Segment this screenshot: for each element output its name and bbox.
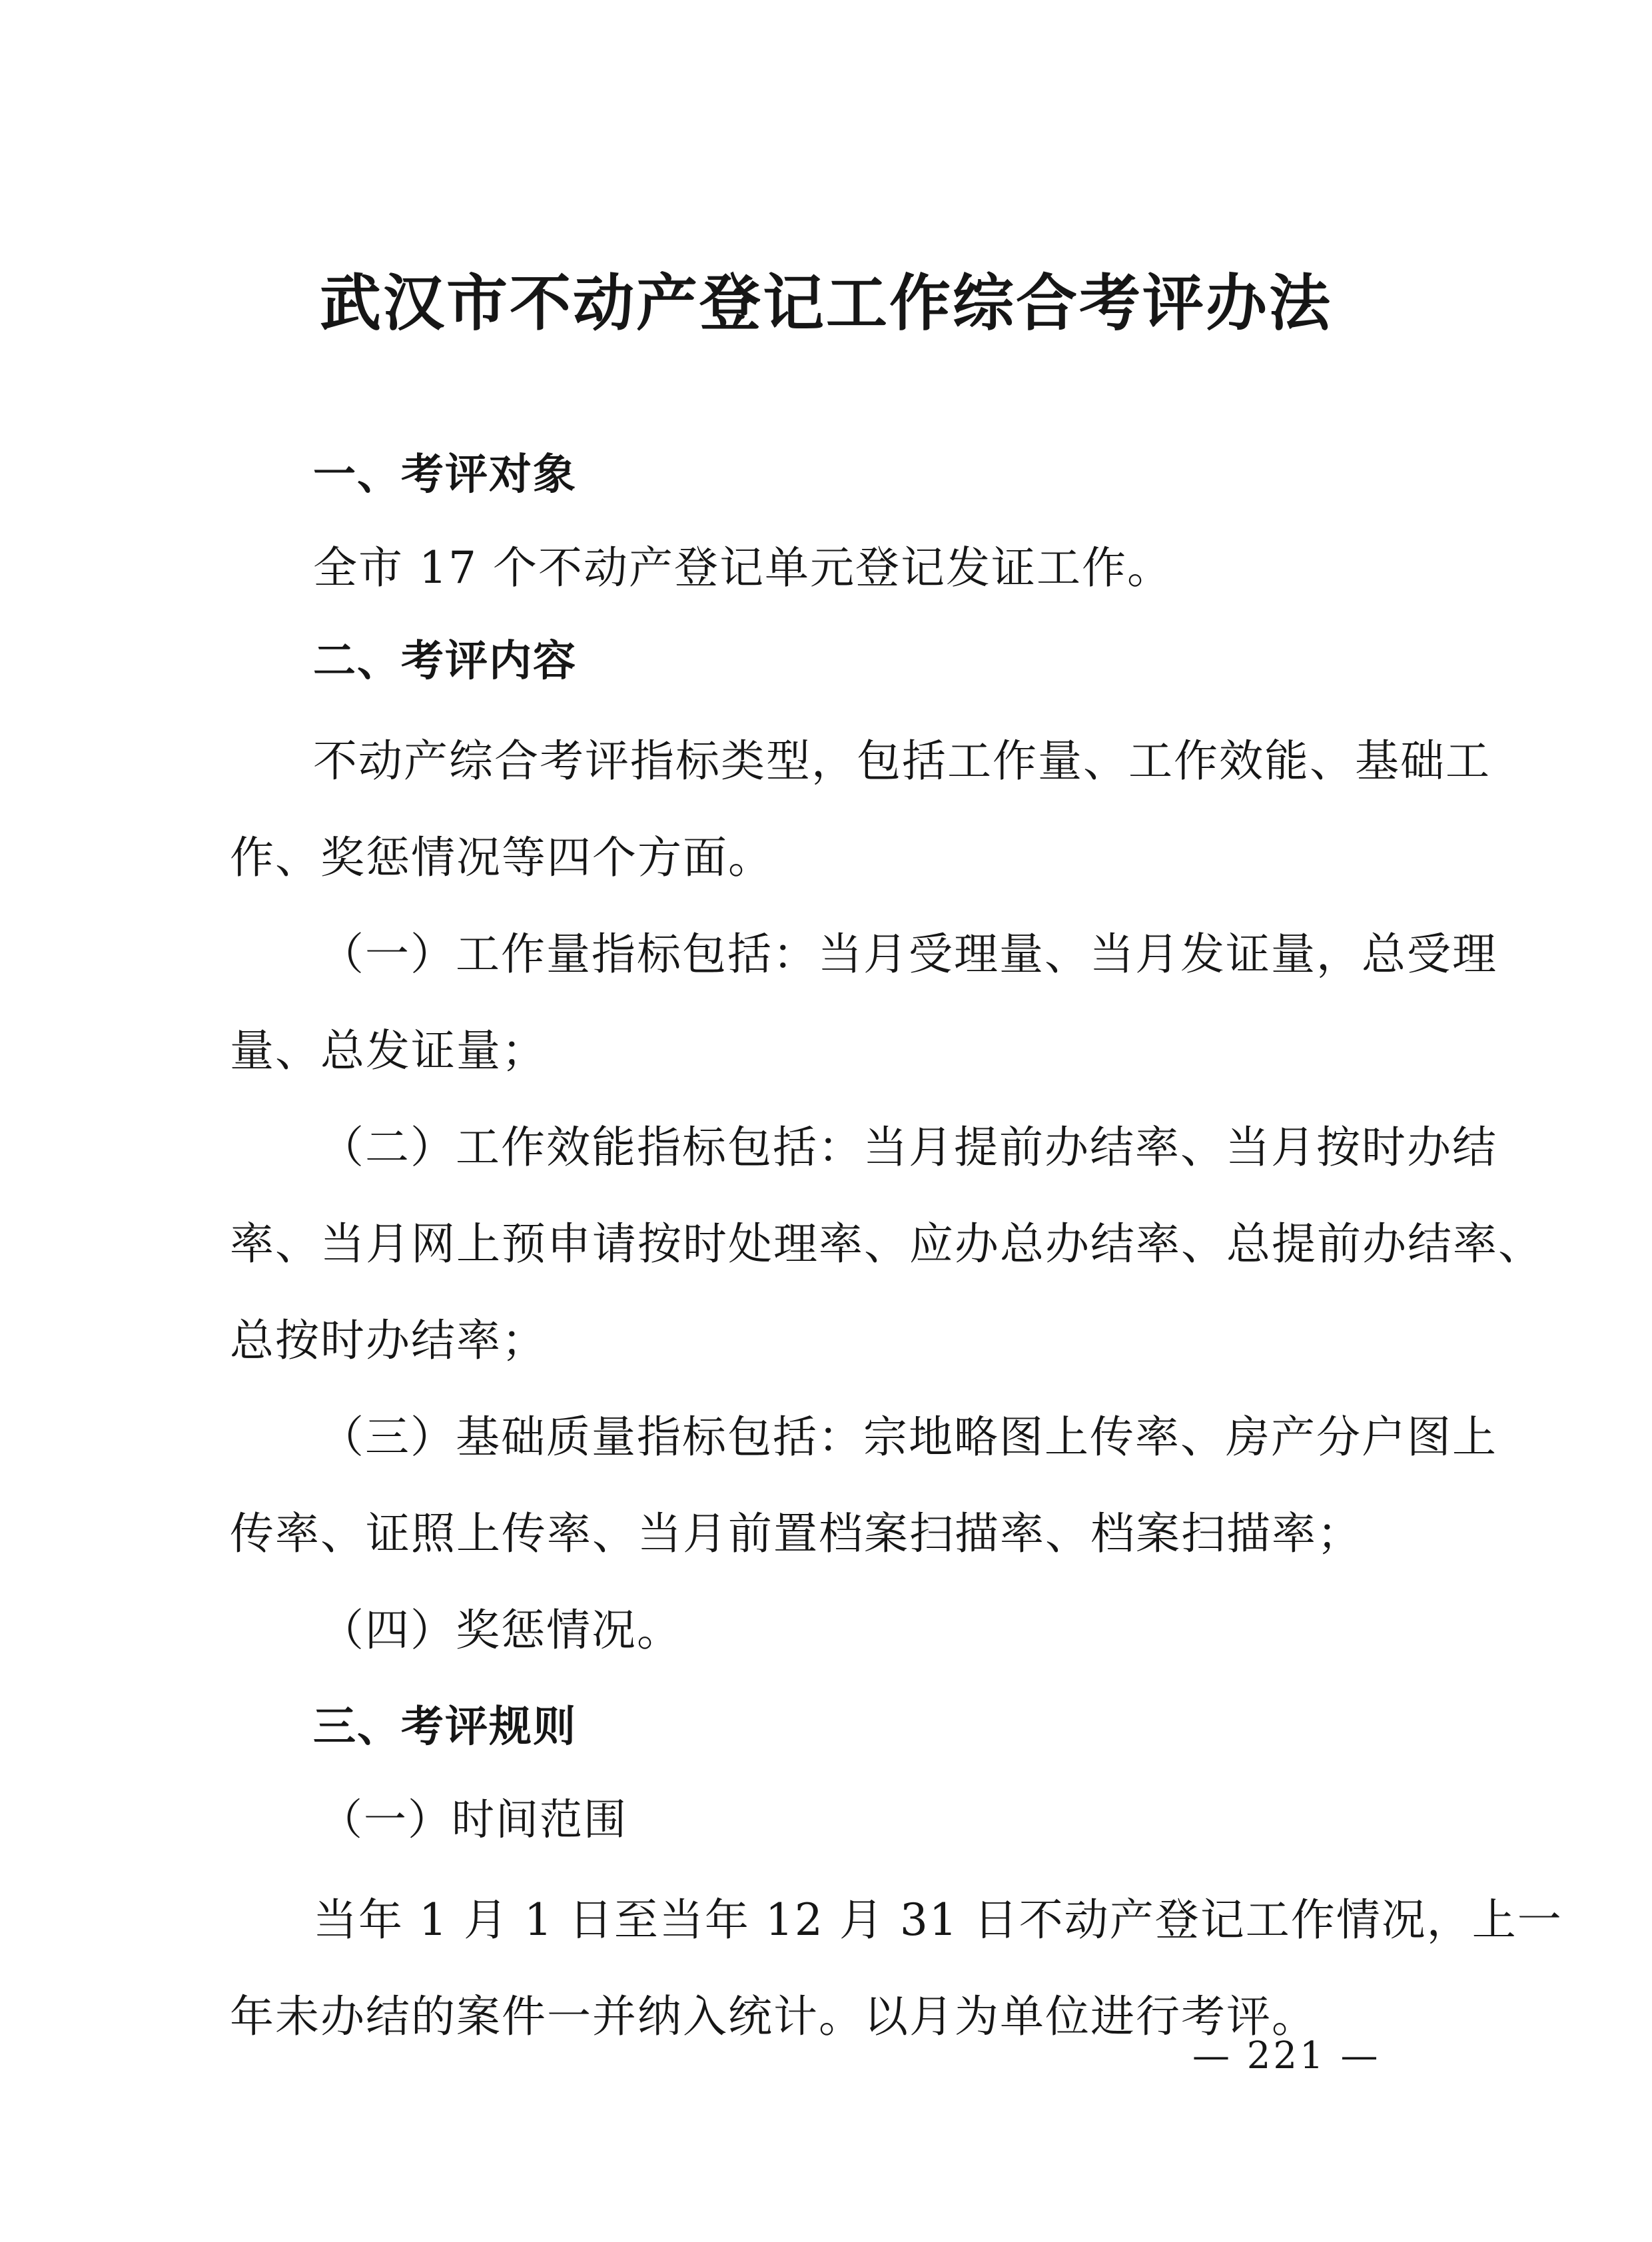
section3-heading: 三、考评规则 [313, 1702, 577, 1752]
item4-text: （四）奖惩情况。 [320, 1605, 682, 1656]
section1-text: 全市 17 个不动产登记单元登记发证工作。 [313, 542, 1172, 593]
section2-heading: 二、考评内容 [313, 637, 577, 686]
page-number: — 221 — [1192, 2034, 1381, 2077]
section2-intro-line1: 不动产综合考评指标类型，包括工作量、工作效能、基础工 [313, 735, 1491, 787]
section3-text-line2: 年未办结的案件一并纳入统计。以月为单位进行考评。 [230, 1991, 1317, 2042]
item3-line1: （三）基础质量指标包括：宗地略图上传率、房产分户图上 [320, 1411, 1497, 1463]
item2-line3: 总按时办结率； [230, 1315, 547, 1366]
section2-intro-line2: 作、奖惩情况等四个方面。 [230, 832, 773, 883]
item2-line1: （二）工作效能指标包括：当月提前办结率、当月按时办结 [320, 1122, 1497, 1173]
item1-line1: （一）工作量指标包括：当月受理量、当月发证量，总受理 [320, 929, 1497, 980]
section3-text-line1: 当年 1 月 1 日至当年 12 月 31 日不动产登记工作情况，上一 [313, 1894, 1563, 1946]
item2-line2: 率、当月网上预申请按时处理率、应办总办结率、总提前办结率、 [230, 1218, 1543, 1270]
section3-subheading: （一）时间范围 [320, 1796, 627, 1845]
item3-line2: 传率、证照上传率、当月前置档案扫描率、档案扫描率； [230, 1508, 1362, 1559]
item1-line2: 量、总发证量； [230, 1025, 547, 1076]
document-title: 武汉市不动产登记工作综合考评办法 [319, 267, 1332, 339]
section1-heading: 一、考评对象 [313, 450, 577, 500]
